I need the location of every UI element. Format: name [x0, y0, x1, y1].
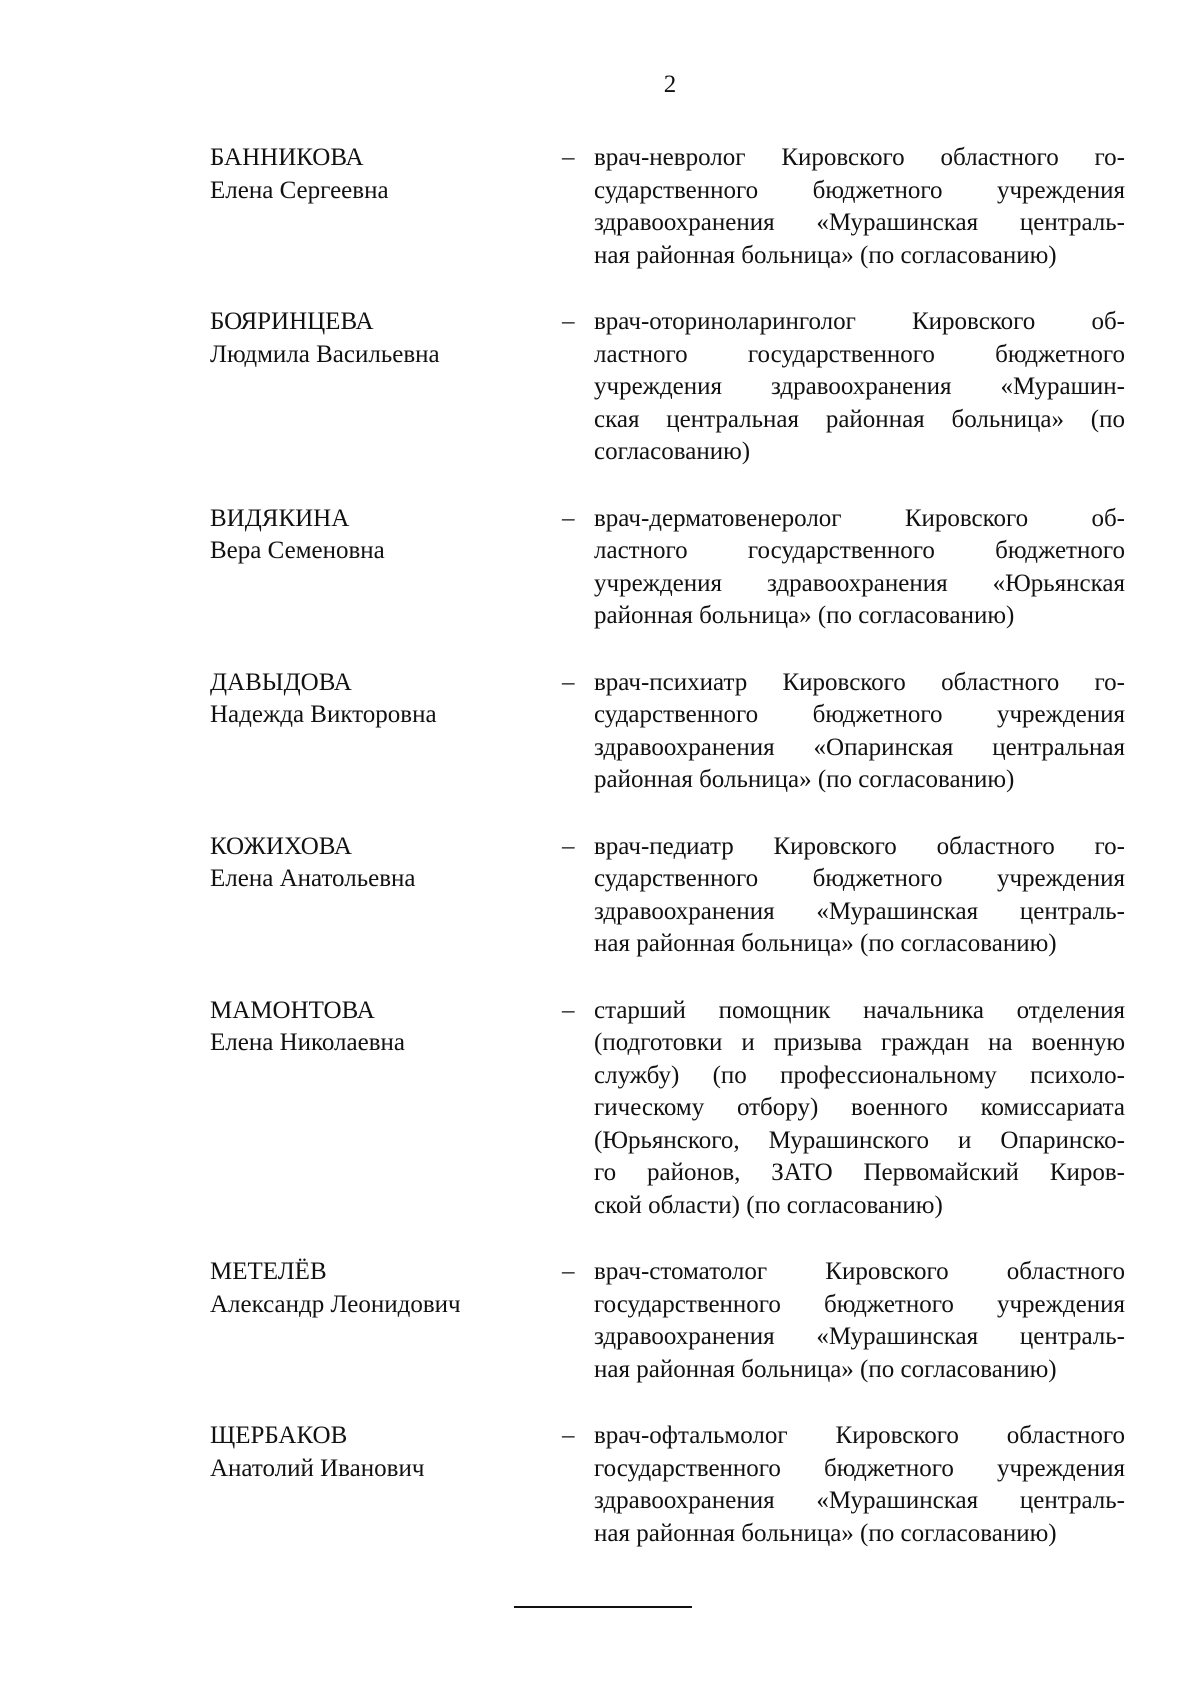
position-line: ская центральная районная больница» (по	[594, 405, 1125, 433]
member-surname: МАМОНТОВА	[210, 996, 375, 1024]
separator-dash: –	[562, 668, 575, 696]
position-line: учреждения здравоохранения «Мурашин-	[594, 373, 1125, 400]
separator-dash: –	[562, 996, 575, 1024]
position-line: службу) (по профессиональному психоло-	[594, 1061, 1125, 1089]
member-position	[594, 1420, 1125, 1550]
member-given-names: Надежда Викторовна	[210, 701, 437, 728]
position-line: сударственного бюджетного учреждения	[594, 176, 1125, 204]
position-line: врач-оториноларинголог Кировского об-	[594, 308, 1125, 335]
member-entry	[210, 306, 1125, 469]
position-line: государственного бюджетного учреждения	[594, 1454, 1125, 1482]
member-name	[210, 142, 562, 207]
member-name	[210, 1420, 562, 1485]
member-entry	[210, 667, 1125, 797]
position-line: врач-стоматолог Кировского областного	[594, 1258, 1125, 1285]
member-position	[594, 306, 1125, 469]
member-position	[594, 503, 1125, 633]
member-position	[594, 667, 1125, 797]
position-line: сударственного бюджетного учреждения	[594, 701, 1125, 728]
position-line: согласованию)	[594, 438, 751, 465]
member-surname: КОЖИХОВА	[210, 832, 352, 860]
separator-dash: –	[562, 1422, 575, 1449]
member-entry	[210, 831, 1125, 961]
member-entry	[210, 142, 1125, 272]
member-given-names: Елена Сергеевна	[210, 176, 389, 204]
member-position	[594, 831, 1125, 961]
member-surname: ЩЕРБАКОВ	[210, 1422, 348, 1449]
position-line: ластного государственного бюджетного	[594, 340, 1125, 368]
position-line: здравоохранения «Мурашинская централь-	[594, 1487, 1125, 1514]
position-line: здравоохранения «Мурашинская централь-	[594, 897, 1125, 925]
member-given-names: Елена Николаевна	[210, 1029, 405, 1056]
position-line: врач-педиатр Кировского областного го-	[594, 832, 1125, 860]
member-surname: МЕТЕЛЁВ	[210, 1258, 327, 1285]
separator-dash: –	[562, 308, 575, 335]
separator-dash: –	[562, 144, 575, 171]
member-surname: ДАВЫДОВА	[210, 668, 352, 696]
member-name	[210, 503, 562, 568]
member-surname: ВИДЯКИНА	[210, 504, 350, 532]
member-given-names: Александр Леонидович	[210, 1290, 461, 1318]
member-name	[210, 1256, 562, 1321]
position-line: здравоохранения «Мурашинская централь-	[594, 209, 1125, 236]
member-position	[594, 995, 1125, 1223]
member-given-names: Елена Анатольевна	[210, 865, 416, 892]
position-line: районная больница» (по согласованию)	[594, 602, 1015, 629]
position-line: врач-психиатр Кировского областного го-	[594, 668, 1125, 696]
closing-rule	[514, 1606, 692, 1608]
member-name	[210, 306, 562, 371]
member-entry	[210, 1256, 1125, 1386]
member-surname: БОЯРИНЦЕВА	[210, 308, 374, 335]
position-line: гическому отбору) военного комиссариата	[594, 1094, 1125, 1121]
position-line: го районов, ЗАТО Первомайский Киров-	[594, 1159, 1125, 1186]
position-line: старший помощник начальника отделения	[594, 996, 1125, 1024]
position-line: сударственного бюджетного учреждения	[594, 865, 1125, 892]
position-line: ная районная больница» (по согласованию)	[594, 1519, 1057, 1547]
position-line: ная районная больница» (по согласованию)	[594, 241, 1057, 269]
separator-dash: –	[562, 832, 575, 860]
position-line: ная районная больница» (по согласованию)	[594, 930, 1057, 957]
member-surname: БАННИКОВА	[210, 144, 364, 171]
separator-dash: –	[562, 1258, 575, 1285]
separator-dash: –	[562, 504, 575, 532]
position-line: государственного бюджетного учреждения	[594, 1290, 1125, 1318]
position-line: учреждения здравоохранения «Юрьянская	[594, 569, 1125, 597]
member-given-names: Вера Семеновна	[210, 537, 385, 564]
position-line: врач-офтальмолог Кировского областного	[594, 1422, 1125, 1449]
position-line: врач-дерматовенеролог Кировского об-	[594, 504, 1125, 532]
member-position	[594, 142, 1125, 272]
member-name	[210, 831, 562, 896]
member-name	[210, 995, 562, 1060]
position-line: здравоохранения «Мурашинская централь-	[594, 1323, 1125, 1350]
position-line: ная районная больница» (по согласованию)	[594, 1355, 1057, 1383]
member-entry	[210, 1420, 1125, 1550]
position-line: районная больница» (по согласованию)	[594, 766, 1015, 793]
member-entry	[210, 503, 1125, 633]
page-number: 2	[663, 71, 677, 98]
position-line: врач-невролог Кировского областного го-	[594, 144, 1125, 171]
position-line: (Юрьянского, Мурашинского и Опаринско-	[594, 1126, 1125, 1154]
position-line: ской области) (по согласованию)	[594, 1191, 943, 1219]
position-line: ластного государственного бюджетного	[594, 537, 1125, 564]
member-given-names: Анатолий Иванович	[210, 1454, 425, 1482]
member-entry	[210, 995, 1125, 1223]
commission-member-list	[210, 142, 1125, 1584]
position-line: здравоохранения «Опаринская центральная	[594, 733, 1125, 761]
member-name	[210, 667, 562, 732]
member-given-names: Людмила Васильевна	[210, 340, 440, 368]
position-line: (подготовки и призыва граждан на военную	[594, 1029, 1125, 1056]
member-position	[594, 1256, 1125, 1386]
